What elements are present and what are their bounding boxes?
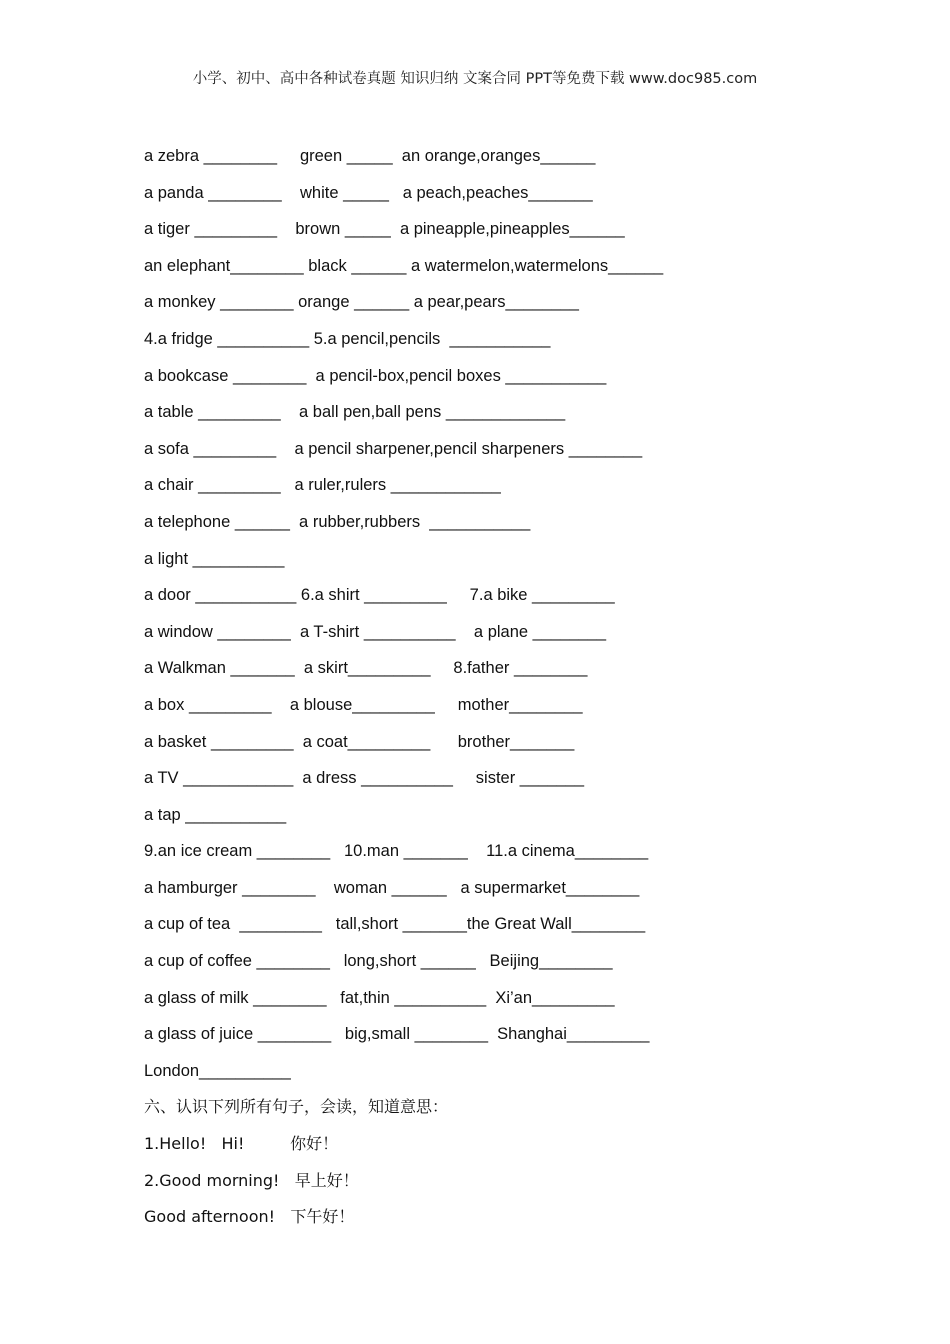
vocab-line: a sofa _________ a pencil sharpener,pencil sharpeners ________: [144, 439, 643, 458]
vocab-line: a light __________: [144, 549, 285, 568]
vocab-line: a box _________ a blouse_________ mother________: [144, 695, 583, 714]
page-header: 小学、初中、高中各种试卷真题 知识归纳 文案合同 PPT等免费下载 www.doc985.com: [192, 71, 758, 87]
sentence-line: 1.Hello! Hi! 你好！: [144, 1134, 339, 1154]
vocab-line: London__________: [144, 1061, 291, 1080]
vocab-line: a chair _________ a ruler,rulers ____________: [144, 476, 501, 495]
vocab-line: a cup of coffee ________ long,short ______ Beijing________: [144, 952, 613, 971]
sentence-line: Good afternoon! 下午好！: [144, 1207, 355, 1227]
vocab-line: an elephant________ black ______ a watermelon,watermelons______: [144, 256, 664, 275]
vocab-line: a tiger _________ brown _____ a pineapple,pineapples______: [144, 220, 625, 239]
vocab-line: a glass of juice ________ big,small ________ Shanghai_________: [144, 1025, 650, 1044]
vocab-line: 4.a fridge __________ 5.a pencil,pencils ___________: [144, 329, 551, 348]
vocab-line: a table _________ a ball pen,ball pens _____________: [144, 403, 566, 422]
sentence-line: 2.Good morning! 早上好！: [144, 1170, 359, 1190]
worksheet-body: [144, 142, 904, 1240]
vocab-line: a Walkman _______ a skirt_________ 8.father ________: [144, 659, 588, 678]
vocab-line: a cup of tea _________ tall,short _______the Great Wall________: [144, 915, 646, 934]
vocab-line: a door ___________ 6.a shirt _________ 7.a bike _________: [144, 586, 615, 605]
vocab-line: a window ________ a T-shirt __________ a plane ________: [144, 622, 607, 641]
vocab-line: a hamburger ________ woman ______ a supermarket________: [144, 878, 640, 897]
vocab-line: a telephone ______ a rubber,rubbers ___________: [144, 512, 531, 531]
vocab-line: a glass of milk ________ fat,thin __________ Xi’an_________: [144, 988, 615, 1007]
vocab-line: a tap ___________: [144, 805, 287, 824]
vocab-line: a TV ____________ a dress __________ sister _______: [144, 769, 585, 788]
vocab-line: a basket _________ a coat_________ brother_______: [144, 732, 575, 751]
vocab-line: a panda ________ white _____ a peach,peaches_______: [144, 183, 593, 202]
vocab-line: a monkey ________ orange ______ a pear,pears________: [144, 293, 579, 312]
vocab-line: a zebra ________ green _____ an orange,oranges______: [144, 147, 596, 165]
vocab-line: 9.an ice cream ________ 10.man _______ 11.a cinema________: [144, 842, 649, 861]
section-heading: 六、认识下列所有句子，会读，知道意思：: [144, 1097, 449, 1117]
vocab-line: a bookcase ________ a pencil-box,pencil boxes ___________: [144, 366, 607, 385]
